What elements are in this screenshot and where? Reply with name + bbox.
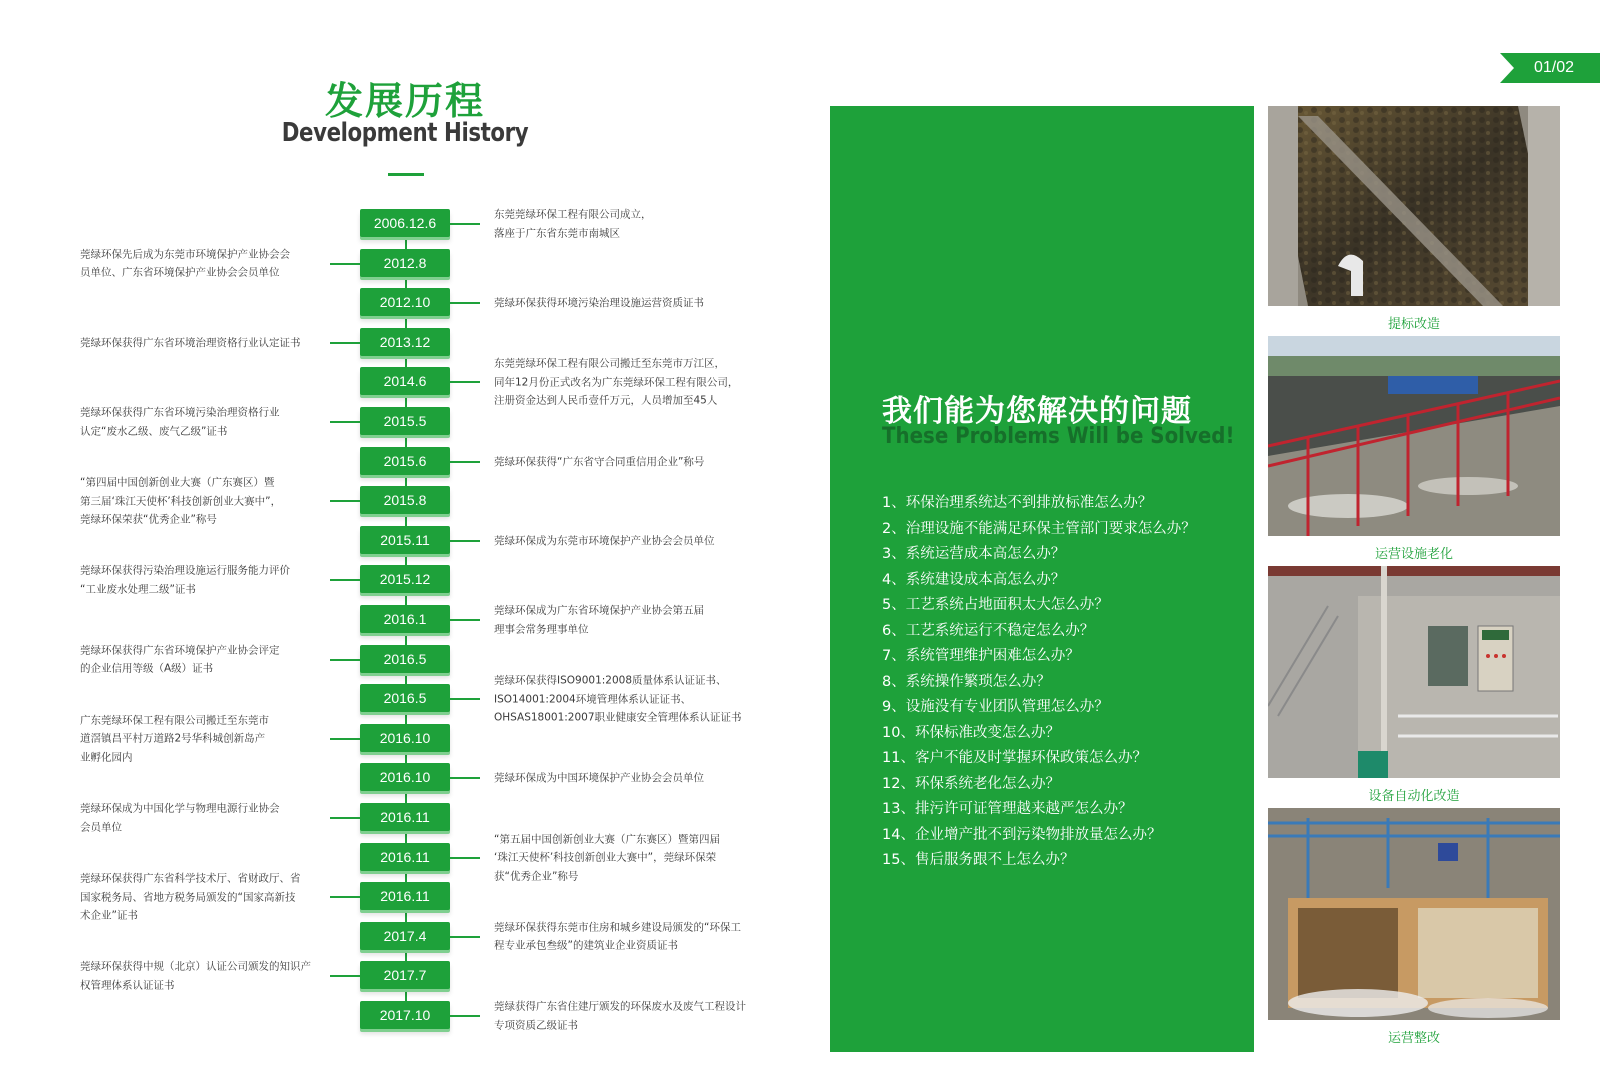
timeline-description-line: 莞绿环保获得环境污染治理设施运营资质证书 [494, 296, 704, 309]
timeline-description-line: “第五届中国创新创业大赛（广东赛区）暨第四届 [494, 832, 720, 845]
photo-aeration-tank [1268, 336, 1560, 536]
timeline-connector [330, 342, 360, 344]
timeline-date: 2013.12 [360, 328, 450, 356]
timeline-date: 2016.5 [360, 645, 450, 673]
timeline-description-line: “第四届中国创新创业大赛（广东赛区）暨 [80, 476, 275, 489]
problems-title-cn: 我们能为您解决的问题 [882, 394, 1192, 429]
timeline-connector [330, 579, 360, 581]
timeline-description [80, 869, 320, 925]
problem-item: 9、设施没有专业团队管理怎么办？ [882, 699, 1109, 715]
page-number-badge [1500, 53, 1600, 83]
timeline-item [0, 922, 760, 952]
timeline-date: 2012.10 [360, 288, 450, 316]
problem-item: 12、环保系统老化怎么办？ [882, 775, 1060, 792]
photo-caption: 运营整改 [1387, 1031, 1440, 1046]
timeline-item [0, 328, 760, 358]
timeline-description [80, 800, 320, 837]
problem-item: 13、排污许可证管理越来越严怎么办？ [882, 801, 1133, 817]
timeline-description-line: 道滘镇昌平村万道路2号华科城创新岛产 [80, 732, 266, 745]
history-title-cn: 发展历程 [324, 79, 485, 123]
timeline-description-line: OHSAS18001:2007职业健康安全管理体系认证证书 [494, 711, 742, 724]
timeline-description-line: 莞绿环保获得中规（北京）认证公司颁发的知识产 [80, 960, 311, 973]
timeline-description-line: 莞绿环保成为中国环境保护产业协会会员单位 [494, 772, 704, 785]
timeline-description [494, 452, 764, 471]
timeline-connector [450, 698, 480, 700]
timeline-connector [450, 381, 480, 383]
timeline-description [494, 206, 764, 243]
timeline-description-line: 东莞莞绿环保工程有限公司成立， [494, 208, 652, 221]
timeline-connector [330, 738, 360, 740]
timeline-item [0, 763, 760, 793]
timeline-description-line: 莞绿环保获得ISO9001:2008质量体系认证证书、 [494, 674, 727, 687]
timeline-description-line: 专项资质乙级证书 [494, 1019, 578, 1031]
timeline-description [80, 711, 320, 767]
timeline-item [0, 209, 760, 239]
timeline-date: 2017.4 [360, 922, 450, 950]
timeline-connector [330, 975, 360, 977]
photo-caption: 运营设施老化 [1374, 547, 1453, 562]
timeline-description-line: “工业废水处理二级”证书 [80, 583, 196, 596]
timeline-date: 2016.5 [360, 684, 450, 712]
timeline-date: 2015.6 [360, 447, 450, 475]
timeline-connector [330, 896, 360, 898]
photo-caption: 提标改造 [1387, 317, 1440, 332]
timeline-connector [450, 540, 480, 542]
problem-item: 1、环保治理系统达不到排放标准怎么办？ [882, 495, 1153, 511]
problem-item: 4、系统建设成本高怎么办？ [882, 571, 1066, 588]
problem-item: 5、工艺系统占地面积太大怎么办？ [882, 597, 1109, 613]
problem-item: 15、售后服务跟不上怎么办？ [882, 852, 1075, 868]
problem-item: 6、工艺系统运行不稳定怎么办？ [882, 622, 1095, 639]
timeline-description-line: 莞绿环保获得广东省环境污染治理资格行业 [80, 406, 280, 419]
timeline-date: 2012.8 [360, 249, 450, 277]
photo-caption: 设备自动化改造 [1368, 789, 1460, 804]
history-title-en: Development History [281, 118, 529, 148]
timeline-connector [330, 263, 360, 265]
timeline-item [0, 1001, 760, 1031]
timeline-date: 2016.10 [360, 724, 450, 752]
timeline-description-line: 获“优秀企业”称号 [494, 869, 579, 882]
timeline-description-line: 认定“废水乙级、废气乙级”证书 [80, 425, 228, 437]
timeline-description [80, 562, 320, 599]
timeline-description [494, 998, 764, 1035]
timeline-date: 2015.8 [360, 486, 450, 514]
problem-item: 11、客户不能及时掌握环保政策怎么办？ [882, 750, 1147, 766]
timeline-connector [450, 223, 480, 225]
timeline-description [494, 355, 764, 411]
timeline-connector [330, 421, 360, 423]
timeline-description [494, 671, 764, 727]
problem-item: 2、治理设施不能满足环保主管部门要求怎么办？ [882, 520, 1196, 537]
timeline-date: 2016.11 [360, 803, 450, 831]
photo-sludge-tank [1268, 106, 1560, 306]
timeline-description [80, 473, 320, 529]
timeline-description-line: 程专业承包叁级”的建筑业企业资质证书 [494, 939, 678, 952]
timeline-description [494, 294, 764, 313]
timeline-description [80, 334, 320, 353]
timeline-description-line: 理事会常务理事单位 [494, 623, 589, 635]
timeline-description-line: 莞绿环保先后成为东莞市环境保护产业协会会 [80, 248, 290, 261]
timeline-item [0, 249, 760, 279]
timeline-description-line: 术企业”证书 [80, 909, 138, 922]
timeline-description-line: 莞绿环保荣获“优秀企业”称号 [80, 513, 217, 526]
timeline-item [0, 407, 760, 437]
timeline-description [494, 918, 764, 955]
timeline-date: 2015.5 [360, 407, 450, 435]
timeline-description [80, 245, 320, 282]
timeline-description-line: 莞绿环保获得广东省环境保护产业协会评定 [80, 644, 280, 657]
timeline-description-line: 莞绿环保获得广东省环境治理资格行业认定证书 [80, 336, 301, 349]
timeline-description [80, 958, 320, 995]
timeline-description-line: 业孵化园内 [80, 751, 133, 764]
timeline-item [0, 961, 760, 991]
timeline-item [0, 288, 760, 318]
timeline-description-line: 莞绿获得广东省住建厅颁发的环保废水及废气工程设计 [494, 1000, 746, 1013]
timeline-description-line: 莞绿环保成为广东省环境保护产业协会第五届 [494, 604, 704, 617]
timeline-description-line: 莞绿环保获得污染治理设施运行服务能力评价 [80, 564, 290, 577]
timeline-connector [450, 302, 480, 304]
timeline-connector [330, 500, 360, 502]
photo-control-room [1268, 566, 1560, 778]
timeline-description [494, 769, 764, 788]
timeline-connector [330, 659, 360, 661]
page-number: 01/02 [1533, 59, 1575, 76]
timeline-description [80, 641, 320, 678]
timeline-description [494, 830, 764, 886]
problem-item: 3、系统运营成本高怎么办？ [882, 546, 1066, 562]
problems-title-en: These Problems Will be Solved! [882, 424, 1235, 449]
problem-item: 7、系统管理维护困难怎么办？ [882, 648, 1080, 664]
timeline-description [80, 404, 320, 441]
timeline-item [0, 645, 760, 675]
timeline-description-line: 莞绿环保成为中国化学与物理电源行业协会 [80, 802, 280, 815]
timeline-date: 2006.12.6 [360, 209, 450, 237]
timeline-date: 2016.11 [360, 882, 450, 910]
timeline-item [0, 357, 760, 407]
problem-list [882, 491, 1252, 874]
timeline-connector [450, 857, 480, 859]
timeline-date: 2016.1 [360, 605, 450, 633]
timeline-connector [450, 777, 480, 779]
title-divider [388, 173, 424, 176]
timeline-description-line: 东莞莞绿环保工程有限公司搬迁至东莞市万江区， [494, 357, 725, 370]
timeline-description-line: 权管理体系认证证书 [80, 979, 175, 992]
timeline-description-line: ‘珠江天使杯’科技创新创业大赛中”，莞绿环保荣 [494, 851, 717, 864]
timeline-description-line: ISO14001:2004环境管理体系认证证书、 [494, 692, 692, 705]
timeline-description [494, 532, 764, 551]
timeline-description-line: 第三届‘珠江天使杯’科技创新创业大赛中”， [80, 494, 282, 507]
timeline-date: 2016.10 [360, 763, 450, 791]
timeline-date: 2015.12 [360, 565, 450, 593]
problem-item: 14、企业增产批不到污染物排放量怎么办？ [882, 826, 1162, 843]
timeline-date: 2015.11 [360, 526, 450, 554]
timeline-description-line: 员单位、广东省环境保护产业协会会员单位 [80, 266, 280, 279]
timeline-date: 2016.11 [360, 843, 450, 871]
timeline-date: 2014.6 [360, 367, 450, 395]
problem-item: 8、系统操作繁琐怎么办？ [882, 673, 1051, 690]
timeline-description-line: 会员单位 [80, 821, 122, 833]
timeline-description-line: 国家税务局、省地方税务局颁发的“国家高新技 [80, 890, 296, 903]
photo-treatment-basin [1268, 808, 1560, 1020]
timeline-connector [450, 1015, 480, 1017]
timeline-item [0, 447, 760, 477]
timeline-description-line: 的企业信用等级（A级）证书 [80, 662, 214, 675]
timeline-connector [330, 817, 360, 819]
timeline-item [0, 803, 760, 833]
timeline-connector [450, 619, 480, 621]
timeline-item [0, 476, 760, 526]
timeline-item [0, 605, 760, 635]
timeline-date: 2017.10 [360, 1001, 450, 1029]
timeline-description-line: 莞绿环保获得“广东省守合同重信用企业”称号 [494, 455, 705, 468]
timeline-description-line: 同年12月份正式改名为广东莞绿环保工程有限公司， [494, 376, 739, 389]
timeline-description-line: 莞绿环保获得广东省科学技术厅、省财政厅、省 [80, 872, 301, 885]
timeline-connector [450, 461, 480, 463]
timeline-description-line: 莞绿环保成为东莞市环境保护产业协会会员单位 [494, 534, 715, 547]
timeline-description-line: 注册资金达到人民币壹仟万元，人员增加至45人 [494, 394, 718, 407]
timeline-date: 2017.7 [360, 961, 450, 989]
problem-item: 10、环保标准改变怎么办？ [882, 724, 1060, 741]
timeline-item [0, 526, 760, 556]
timeline-connector [450, 936, 480, 938]
problems-panel [830, 106, 1254, 1052]
timeline-description-line: 莞绿环保获得东莞市住房和城乡建设局颁发的“环保工 [494, 921, 741, 934]
timeline-description-line: 广东莞绿环保工程有限公司搬迁至东莞市 [80, 714, 269, 727]
timeline-description-line: 落座于广东省东莞市南城区 [494, 227, 620, 239]
timeline-item [0, 565, 760, 595]
timeline-description [494, 602, 764, 639]
